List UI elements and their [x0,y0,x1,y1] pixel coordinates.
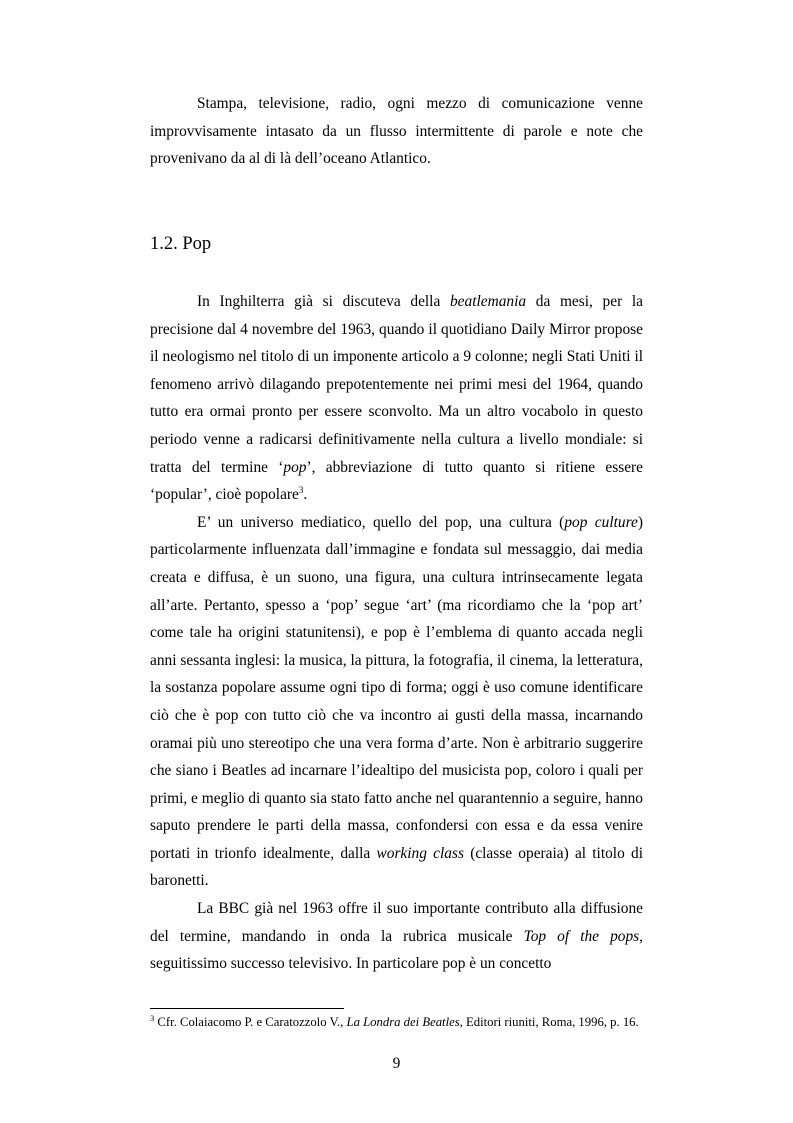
italic-term: beatlemania [449,293,527,310]
text-run: ) particolarmente influenzata dall’immagine e fondata sul messaggio, dai media creata e diffusa, è un suono, una figura, una cultura intrinsecamente legata all’arte. Pertanto, spesso a ‘pop’ segue ‘art’ (ma ricordiamo che la ‘pop art’ come tale ha origini statunitensi), e pop è l’emblema di quanto accada negli anni sessanta inglesi: la musica, la pittura, la fotografia, il cinema, la letteratura, la sostanza popolare assume ogni tipo di forma; oggi è uso comune identificare ciò che è pop con tutto ciò che va incontro ai gusti della massa, incarnando oramai più uno stereotipo che una vera forma d’arte. Non è arbitrario suggerire che siano i Beatles ad incarnare l’idealtipo del musicista pop, coloro i quali per primi, e meglio di quanto sia stato fatto anche nel quarantennio a seguire, hanno saputo prendere le parti della massa, confondersi con essa e da essa venire portati in trionfo idealmente, dalla [150,513,643,862]
italic-term: working class [376,844,464,862]
paragraph-beatlemania [150,288,643,509]
section-heading: 1.2. Pop [150,234,212,254]
text-run: La BBC già nel 1963 offre il suo importante contributo alla diffusione del termine, mandando in onda la rubrica musicale [150,900,643,945]
footnote-number: 3 [150,1012,155,1023]
text-run: (classe operaia) al titolo di baronetti. [150,844,643,890]
text-run: ’, abbreviazione di tutto quanto si ritiene essere ‘popular’, cioè popolare [150,458,644,504]
text-run: Cfr. Colaiacomo P. e Caratozzolo V., [154,1015,347,1029]
italic-term: pop [283,458,307,476]
italic-term: Top of the pops [523,927,640,945]
paragraph-pop-culture [150,509,643,895]
italic-title: La Londra dei Beatles [346,1015,460,1029]
page-number: 9 [392,1055,401,1072]
text-run: da mesi, per la precisione dal 4 novembre del 1963, quando il quotidiano Daily Mirror propose il neologismo nel titolo di un imponente articolo a 9 colonne; negli Stati Uniti il fenomeno arrivò dilagando prepotentemente nei primi mesi del 1964, quando tutto era ormai pronto per essere sconvolto. Ma un altro vocabolo in questo periodo venne a radicarsi definitivamente nella cultura a livello mondiale: si tratta del termine ‘ [150,293,643,476]
paragraph-bbc [150,895,643,978]
footnote [150,1014,643,1030]
text-run: In Inghilterra già si discuteva della [197,293,450,310]
section-body [150,288,643,978]
italic-term: pop culture [564,513,638,531]
footnote-reference: 3 [298,485,304,496]
intro-paragraph [150,90,643,173]
text-run: , Editori riuniti, Roma, 1996, p. 16. [459,1015,639,1029]
text-run: . [303,486,308,504]
footnote-separator [150,1008,344,1009]
text-run: E’ un universo mediatico, quello del pop, una cultura ( [197,513,565,531]
text-run: , seguitissimo successo televisivo. In particolare pop è un concetto [150,927,643,973]
intro-paragraph-text: Stampa, televisione, radio, ogni mezzo di comunicazione venne improvvisamente intasato da un flusso intermittente di parole e note che provenivano da al di là dell’oceano Atlantico. [150,95,643,168]
